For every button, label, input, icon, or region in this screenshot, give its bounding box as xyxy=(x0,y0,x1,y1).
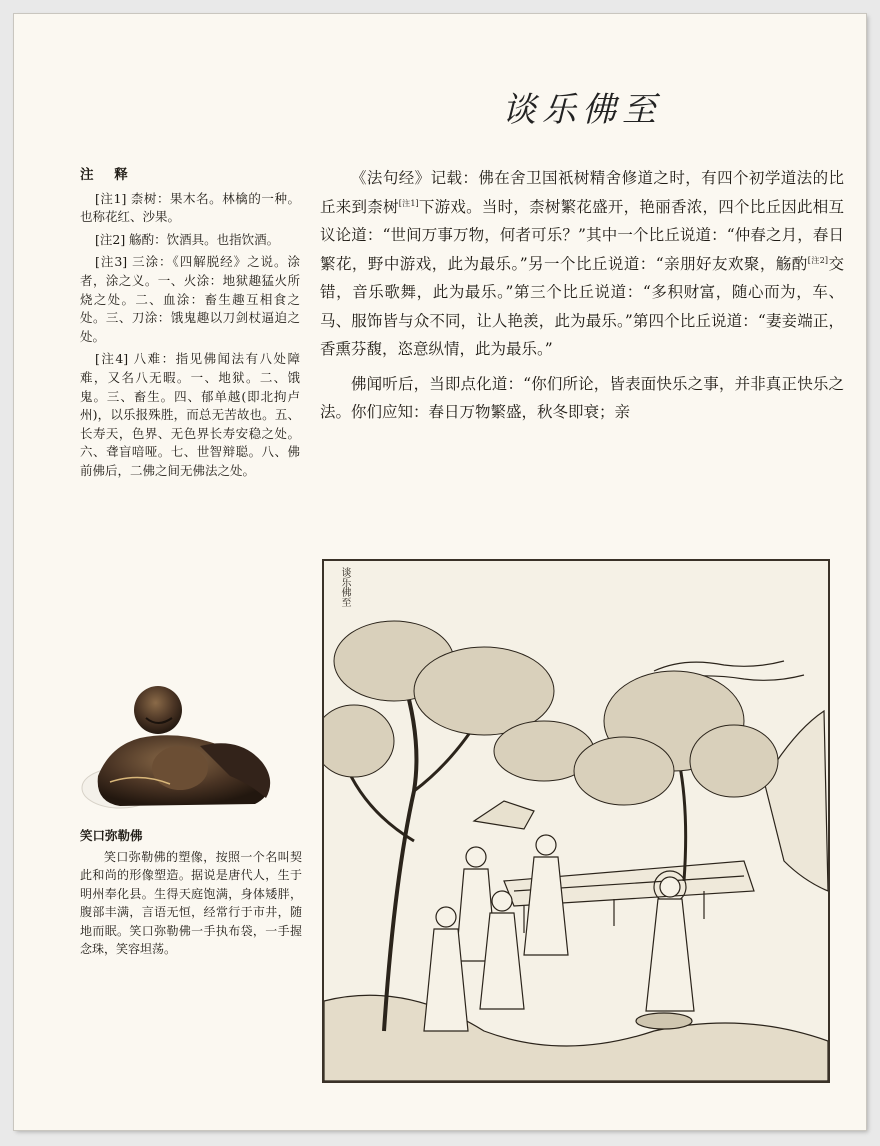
illustration-drawing xyxy=(324,561,828,1081)
main-text xyxy=(320,164,844,433)
note-2: [注2] 觞酌：饮酒具。也指饮酒。 xyxy=(95,231,280,247)
book-page xyxy=(14,14,866,1130)
illustration-label: 谈乐佛至 xyxy=(339,567,350,607)
paragraph-1-part-b: 下游戏。当时，柰树繁花盛开，艳丽香浓，四个比丘因此相互议论道：“世间万事万物，何者可乐？”其中一个比丘说道：“仲春之月，春日繁花，野中游戏，此为最乐。”另一个比丘说道：“亲朋好友欢聚，觞酌 xyxy=(320,197,844,273)
paragraph-2: 佛闻听后，当即点化道：“你们所论，皆表面快乐之事，并非真正快乐之法。你们应知：春日万物繁盛，秋冬即衰；亲 xyxy=(320,374,844,421)
paragraph-1-part-a: 《法句经》记载：佛在舍卫国祇树精舍修道之时，有四个初学道法的比丘来到柰树 xyxy=(320,169,844,216)
maitreya-statue-image xyxy=(80,676,284,814)
note-4: [注4] 八难：指见佛闻法有八处障难，又名八无暇。一、地狱。二、饿鬼。三、畜生。四、郁单越(即北拘卢州)，以乐报殊胜，而总无苦故也。五、长寿天，色界、无色界长寿安稳之处。六、聋盲喑哑。七、世智辩聪。八、佛前佛后，二佛之间无佛法之处。 xyxy=(80,351,300,478)
statue-caption-title: 笑口弥勒佛 xyxy=(80,828,143,843)
notes-heading: 注 释 xyxy=(80,167,136,183)
note-1: [注1] 柰树：果木名。林檎的一种。也称花红、沙果。 xyxy=(80,190,300,225)
page-title: 谈乐佛至 xyxy=(502,90,662,130)
woodblock-illustration xyxy=(322,559,830,1083)
paragraph-1-part-c: 交错，音乐歌舞，此为最乐。”第三个比丘说道：“多积财富，随心而为，车、马、服饰皆与众不同，让人艳羡，此为最乐。”第四个比丘说道：“妻妾端正，香熏芬馥，恣意纵情，此为最乐。” xyxy=(320,254,844,358)
statue-caption-text: 笑口弥勒佛的塑像，按照一个名叫契此和尚的形像塑造。据说是唐代人，生于明州奉化县。生得天庭饱满，身体矮胖，腹部丰满，言语无恒，经常行于市井，随地而眠。笑口弥勒佛一手执布袋，一手握念珠，笑容坦荡。 xyxy=(80,850,302,957)
paragraph-1 xyxy=(320,164,844,364)
note-3: [注3] 三涂：《四解脱经》之说。涂者，涂之义。一、火涂：地狱趣猛火所烧之处。二、血涂：畜生趣互相食之处。三、刀涂：饿鬼趣以刀剑杖逼迫之处。 xyxy=(80,254,300,344)
footnote-ref-1: [注1] xyxy=(398,198,419,208)
notes-column xyxy=(80,166,300,485)
footnote-ref-2: [注2] xyxy=(807,255,829,265)
